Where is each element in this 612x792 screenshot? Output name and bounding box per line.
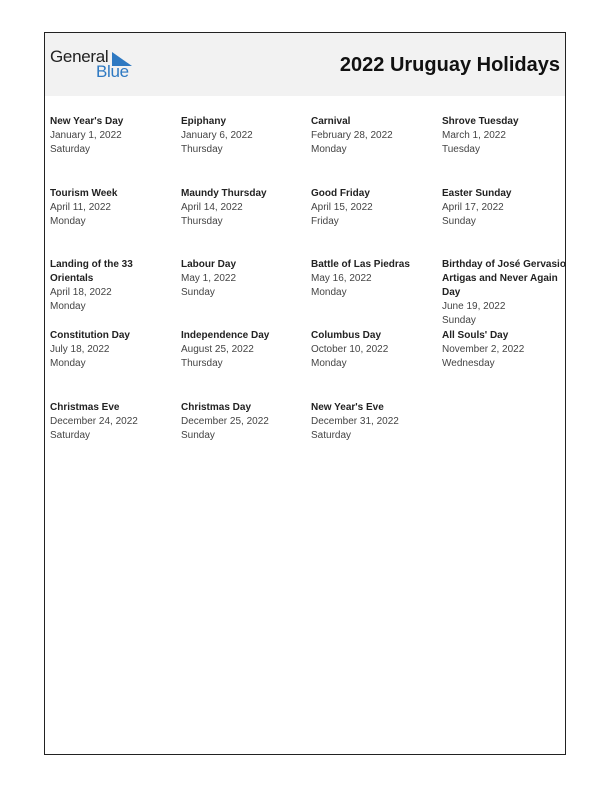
page-title: 2022 Uruguay Holidays — [339, 54, 560, 76]
holiday-item — [442, 115, 566, 157]
holiday-item — [181, 401, 305, 443]
holiday-name: Maundy Thursday — [181, 188, 267, 199]
holiday-item — [442, 187, 566, 229]
holiday-day: Friday — [311, 216, 339, 227]
holiday-date: July 18, 2022 — [50, 344, 110, 355]
holiday-name: Epiphany — [181, 116, 227, 127]
holiday-date: April 17, 2022 — [442, 202, 504, 213]
holiday-item — [181, 329, 305, 371]
holiday-item — [311, 329, 435, 371]
holiday-item — [311, 115, 435, 157]
holiday-date: November 2, 2022 — [442, 344, 525, 355]
logo-word-general: General — [50, 47, 109, 66]
holiday-date: May 16, 2022 — [311, 273, 372, 284]
holiday-day: Sunday — [442, 315, 476, 326]
holiday-name: Good Friday — [311, 188, 370, 199]
holiday-item — [50, 329, 174, 371]
holiday-date: October 10, 2022 — [311, 344, 389, 355]
holiday-day: Thursday — [181, 358, 223, 369]
holiday-date: February 28, 2022 — [311, 130, 393, 141]
holiday-item — [50, 187, 174, 229]
holiday-item — [442, 258, 566, 328]
holiday-day: Monday — [311, 144, 347, 155]
holiday-name: Independence Day — [181, 330, 270, 341]
holiday-day: Saturday — [50, 144, 91, 155]
holiday-date: March 1, 2022 — [442, 130, 506, 141]
holiday-name: Tourism Week — [50, 188, 118, 199]
holiday-item — [181, 258, 305, 300]
holiday-day: Monday — [311, 287, 347, 298]
holiday-name: Labour Day — [181, 259, 237, 270]
holiday-day: Thursday — [181, 144, 223, 155]
holiday-day: Thursday — [181, 216, 223, 227]
holiday-date: December 24, 2022 — [50, 416, 138, 427]
holiday-day: Monday — [50, 216, 86, 227]
holiday-name: Landing of the 33 Orientals — [50, 259, 133, 284]
holiday-day: Saturday — [311, 430, 352, 441]
holiday-item — [50, 401, 174, 443]
holiday-day: Monday — [50, 358, 86, 369]
holiday-item — [311, 258, 435, 300]
holiday-name: Christmas Eve — [50, 402, 120, 413]
holiday-date: April 14, 2022 — [181, 202, 243, 213]
holiday-date: June 19, 2022 — [442, 301, 506, 312]
holiday-name: Columbus Day — [311, 330, 382, 341]
holiday-name: Constitution Day — [50, 330, 130, 341]
holiday-date: January 1, 2022 — [50, 130, 122, 141]
holiday-item — [50, 258, 174, 314]
holiday-day: Saturday — [50, 430, 91, 441]
holiday-day: Sunday — [181, 430, 215, 441]
holiday-day: Sunday — [442, 216, 476, 227]
holiday-day: Wednesday — [442, 358, 495, 369]
holiday-item — [181, 187, 305, 229]
holiday-date: August 25, 2022 — [181, 344, 254, 355]
holiday-item — [50, 115, 174, 157]
holiday-name: New Year's Eve — [311, 402, 384, 413]
holiday-date: April 11, 2022 — [50, 202, 111, 213]
holiday-date: December 31, 2022 — [311, 416, 399, 427]
holiday-item — [311, 401, 435, 443]
page-frame — [44, 32, 566, 755]
holiday-name: Christmas Day — [181, 402, 252, 413]
holiday-date: April 18, 2022 — [50, 287, 112, 298]
holiday-day: Tuesday — [442, 144, 480, 155]
header-band — [45, 33, 565, 96]
holiday-date: January 6, 2022 — [181, 130, 253, 141]
holiday-item — [311, 187, 435, 229]
holiday-name: All Souls' Day — [442, 330, 509, 341]
holiday-day: Monday — [311, 358, 347, 369]
logo-word-blue: Blue — [96, 62, 129, 81]
holiday-date: April 15, 2022 — [311, 202, 373, 213]
holiday-date: December 25, 2022 — [181, 416, 269, 427]
holiday-date: May 1, 2022 — [181, 273, 237, 284]
holiday-name: Birthday of José Gervasio Artigas and Never Again Day — [442, 259, 566, 298]
holiday-name: Easter Sunday — [442, 188, 512, 199]
holiday-name: Battle of Las Piedras — [311, 259, 410, 270]
holiday-name: Shrove Tuesday — [442, 116, 519, 127]
holiday-day: Sunday — [181, 287, 215, 298]
holiday-day: Monday — [50, 301, 86, 312]
logo — [50, 47, 140, 83]
holiday-name: New Year's Day — [50, 116, 124, 127]
holiday-item — [442, 329, 566, 371]
holiday-item — [181, 115, 305, 157]
holiday-name: Carnival — [311, 116, 351, 127]
